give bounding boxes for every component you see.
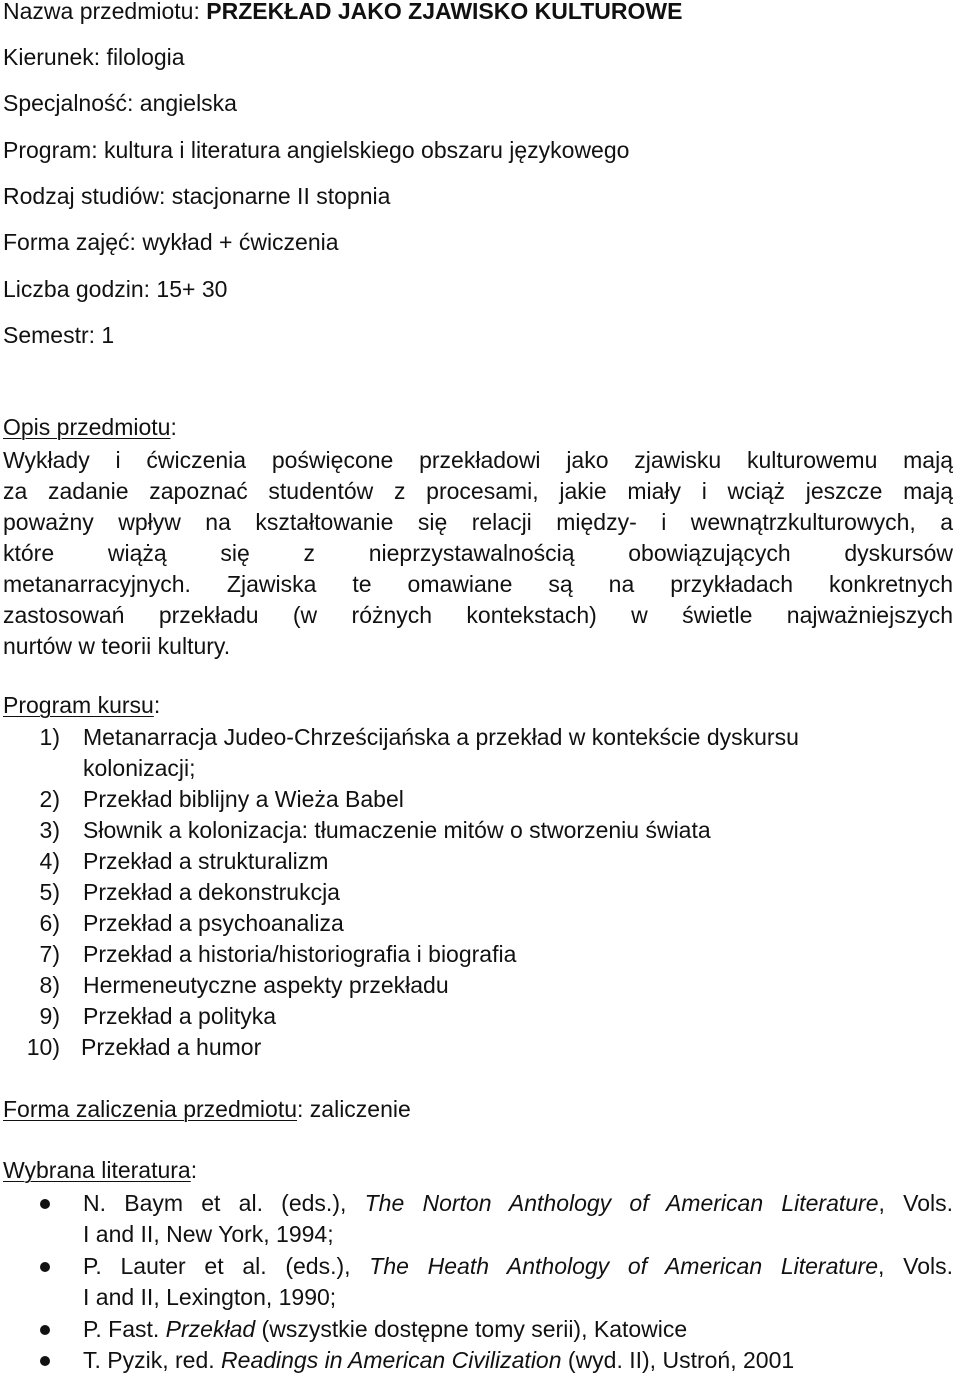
literature-item: [83, 1345, 953, 1376]
literature-item: [83, 1314, 953, 1345]
direction-line: Kierunek: filologia: [3, 44, 185, 70]
lit-title: The Heath Anthology of American Literature: [369, 1253, 879, 1279]
assessment-value: : zaliczenie: [297, 1096, 411, 1122]
item-number: 10): [26, 1034, 60, 1060]
item-number: 6): [39, 910, 60, 936]
description-line: poważny wpływ na kształtowanie się relacji między- i wewnątrzkulturowych, a: [3, 509, 953, 535]
lit-author: N. Baym et al. (eds.),: [83, 1190, 365, 1216]
item-text: Przekład a humor: [81, 1034, 262, 1060]
item-number: 9): [39, 1003, 60, 1029]
hours-line: Liczba godzin: 15+ 30: [3, 276, 228, 302]
item-number: 4): [39, 848, 60, 874]
course-name-label: Nazwa przedmiotu:: [3, 0, 207, 24]
description-line: Wykłady i ćwiczenia poświęcone przekładowi jako zjawisku kulturowemu mają: [3, 447, 953, 473]
description-heading: Opis przedmiotu: [3, 414, 171, 440]
lit-continued: I and II, Lexington, 1990;: [83, 1284, 337, 1310]
item-text: Przekład a dekonstrukcja: [83, 879, 340, 905]
lit-title: Przekład: [165, 1316, 256, 1342]
item-text-continued: kolonizacji;: [83, 755, 196, 781]
specialty-line: Specjalność: angielska: [3, 90, 237, 116]
item-number: 2): [39, 786, 60, 812]
bullet-icon: [40, 1199, 50, 1209]
lit-author: P. Lauter et al. (eds.),: [83, 1253, 370, 1279]
lit-author: T. Pyzik, red.: [83, 1347, 222, 1373]
lit-details: (wszystkie dostępne tomy serii), Katowice: [255, 1316, 688, 1342]
lit-details: , Vols.: [878, 1253, 953, 1279]
study-type-line: Rodzaj studiów: stacjonarne II stopnia: [3, 183, 391, 209]
literature-item: [83, 1188, 953, 1250]
lit-title: The Norton Anthology of American Literature: [364, 1190, 879, 1216]
description-line: nurtów w teorii kultury.: [3, 633, 231, 659]
item-number: 8): [39, 972, 60, 998]
literature-heading-colon: :: [190, 1157, 198, 1183]
semester-line: Semestr: 1: [3, 322, 115, 348]
item-text: Przekład a psychoanaliza: [83, 910, 344, 936]
assessment-heading: Forma zaliczenia przedmiotu: [3, 1096, 298, 1122]
description-heading-line: [3, 414, 177, 440]
item-text: Przekład a polityka: [83, 1003, 277, 1029]
item-number: 5): [39, 879, 60, 905]
literature-item: [83, 1251, 953, 1313]
program-line: Program: kultura i literatura angielskiego obszaru językowego: [3, 137, 630, 163]
course-name-line: [3, 0, 682, 24]
item-number: 1): [39, 724, 60, 750]
lit-details: (wyd. II), Ustroń, 2001: [561, 1347, 795, 1373]
item-number: 3): [39, 817, 60, 843]
class-form-line: Forma zajęć: wykład + ćwiczenia: [3, 229, 339, 255]
literature-heading-line: [3, 1157, 197, 1183]
bullet-icon: [40, 1356, 50, 1366]
assessment-line: [3, 1096, 411, 1122]
item-text: Hermeneutyczne aspekty przekładu: [83, 972, 449, 998]
course-name: PRZEKŁAD JAKO ZJAWISKO KULTUROWE: [206, 0, 683, 24]
bullet-icon: [40, 1325, 50, 1335]
description-line: metanarracyjnych. Zjawiska te omawiane są na przykładach konkretnych: [3, 571, 953, 597]
item-text: Przekład biblijny a Wieża Babel: [83, 786, 404, 812]
lit-details: , Vols.: [878, 1190, 953, 1216]
lit-author: P. Fast.: [83, 1316, 166, 1342]
program-heading-line: [3, 692, 160, 718]
literature-heading: Wybrana literatura: [3, 1157, 191, 1183]
description-heading-colon: :: [170, 414, 177, 440]
lit-continued: I and II, New York, 1994;: [83, 1221, 334, 1247]
description-line: które wiążą się z nieprzystawalnością obowiązujących dyskursów: [3, 540, 953, 566]
bullet-icon: [40, 1262, 50, 1272]
program-heading-colon: :: [153, 692, 161, 718]
item-text: Metanarracja Judeo-Chrześcijańska a przekład w kontekście dyskursu: [83, 724, 799, 750]
description-line: zastosowań przekładu (w różnych kontekstach) w świetle najważniejszych: [3, 602, 953, 628]
item-text: Słownik a kolonizacja: tłumaczenie mitów o stworzeniu świata: [83, 817, 711, 843]
description-line: za zadanie zapoznać studentów z procesami, jakie miały i wciąż jeszcze mają: [3, 478, 953, 504]
program-heading: Program kursu: [3, 692, 154, 718]
item-number: 7): [39, 941, 60, 967]
item-text: Przekład a strukturalizm: [83, 848, 329, 874]
item-text: Przekład a historia/historiografia i biografia: [83, 941, 517, 967]
lit-title: Readings in American Civilization: [221, 1347, 562, 1373]
